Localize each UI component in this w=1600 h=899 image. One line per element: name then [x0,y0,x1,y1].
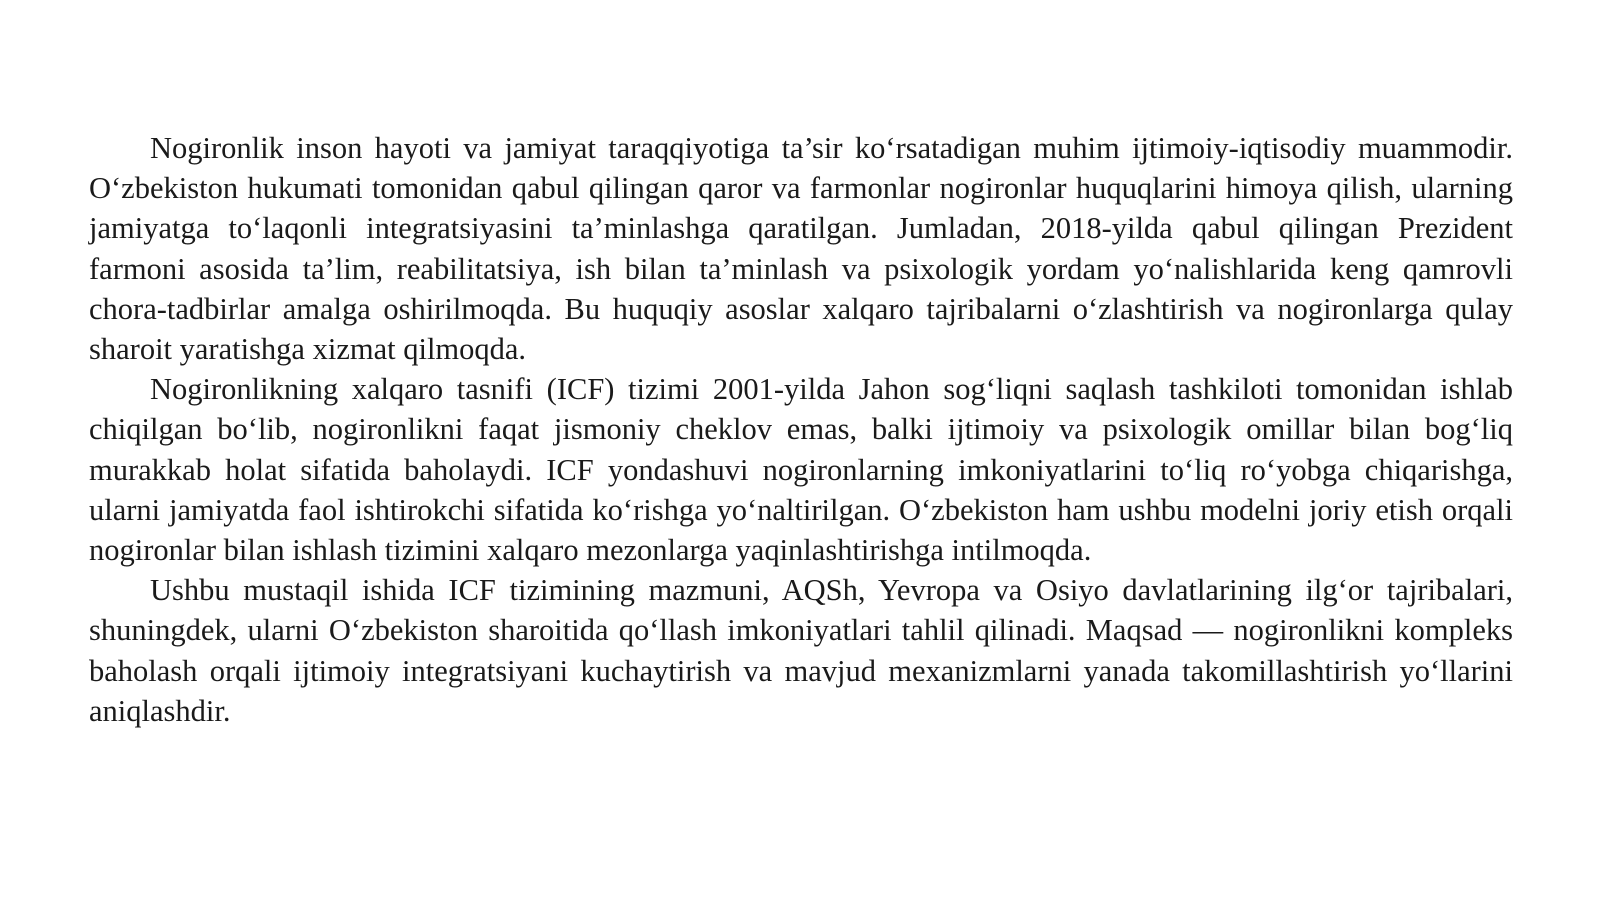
paragraph-1: Nogironlik inson hayoti va jamiyat taraqqiyotiga ta’sir ko‘rsatadigan muhim ijtimoiy-iqtisodiy muammodir. O‘zbekiston hukumati tomonidan qabul qilingan qaror va farmonlar nogironlar huquqlarini himoya qilish, ularning jamiyatga to‘laqonli integratsiyasini ta’minlashga qaratilgan. Jumladan, 2018-yilda qabul qilingan Prezident farmoni asosida ta’lim, reabilitatsiya, ish bilan ta’minlash va psixologik yordam yo‘nalishlarida keng qamrovli chora-tadbirlar amalga oshirilmoqda. Bu huquqiy asoslar xalqaro tajribalarni o‘zlashtirish va nogironlarga qulay sharoit yaratishga xizmat qilmoqda. [89,131,1513,367]
paragraph-3: Ushbu mustaqil ishida ICF tizimining mazmuni, AQSh, Yevropa va Osiyo davlatlarining ilg‘or tajribalari, shuningdek, ularni O‘zbekiston sharoitida qo‘llash imkoniyatlari tahlil qilinadi. Maqsad — nogironlikni kompleks baholash orqali ijtimoiy integratsiyani kuchaytirish va mavjud mexanizmlarni yanada takomillashtirish yo‘llarini aniqlashdir. [89,573,1513,728]
document-body [89,128,1513,731]
paragraph-2: Nogironlikning xalqaro tasnifi (ICF) tizimi 2001-yilda Jahon sog‘liqni saqlash tashkiloti tomonidan ishlab chiqilgan bo‘lib, nogironlikni faqat jismoniy cheklov emas, balki ijtimoiy va psixologik omillar bilan bog‘liq murakkab holat sifatida baholaydi. ICF yondashuvi nogironlarning imkoniyatlarini to‘liq ro‘yobga chiqarishga, ularni jamiyatda faol ishtirokchi sifatida ko‘rishga yo‘naltirilgan. O‘zbekiston ham ushbu modelni joriy etish orqali nogironlar bilan ishlash tizimini xalqaro mezonlarga yaqinlashtirishga intilmoqda. [89,372,1513,568]
